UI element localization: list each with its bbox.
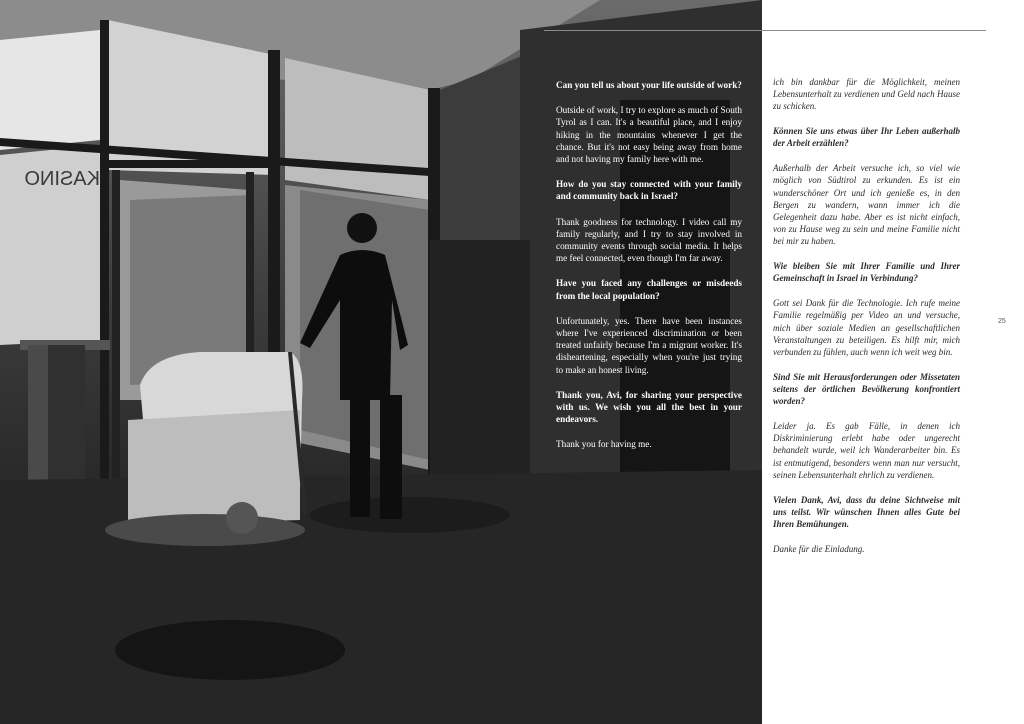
answer-text: ich bin dankbar für die Möglichkeit, meinen Lebensunterhalt zu verdienen und Geld nach Hause zu schicken.	[773, 77, 960, 112]
question-text: Thank you, Avi, for sharing your perspective with us. We wish you all the best in your endeavors.	[556, 389, 742, 425]
question-text: Können Sie uns etwas über Ihr Leben außerhalb der Arbeit erzählen?	[773, 126, 960, 149]
answer-text: Außerhalb der Arbeit versuche ich, so viel wie möglich von Südtirol zu erkunden. Es ist ein wunderschöner Ort und ich genieße es, in den Bergen zu wandern, wann immer ich die Gelegenheit dazu habe. Aber es ist nicht einfach, von zu Hause weg zu sein und meine Familie nicht bei mir zu haben.	[773, 163, 960, 247]
question-text: Sind Sie mit Herausforderungen oder Missetaten seitens der örtlichen Bevölkerung konfrontiert worden?	[773, 371, 960, 407]
question-text: Vielen Dank, Avi, dass du deine Sichtweise mit uns teilst. Wir wünschen Ihnen alles Gute bei Ihren Bemühungen.	[773, 494, 960, 530]
interview-column-english	[556, 79, 742, 464]
question-text: Wie bleiben Sie mit Ihrer Familie und Ihrer Gemeinschaft in Israel in Verbindung?	[773, 261, 960, 284]
top-rule	[544, 30, 986, 31]
answer-text: Thank goodness for technology. I video call my family regularly, and I try to stay involved in community events through social media. It helps me feel connected, even though I'm far away.	[556, 216, 742, 264]
interview-column-german	[773, 76, 960, 568]
answer-text: Unfortunately, yes. There have been instances where I've experienced discrimination or been treated unfairly because I'm a migrant worker. It's disheartening, especially when you're just trying to make an honest living.	[556, 315, 742, 375]
answer-text: Gott sei Dank für die Technologie. Ich rufe meine Familie regelmäßig per Video an und versuche, mich über soziale Medien an gesellschaftlichen Veranstaltungen zu beteiligen. Es hilft mir, mich verbunden zu fühlen, auch wenn ich weit weg bin.	[773, 298, 960, 358]
question-text: How do you stay connected with your family and community back in Israel?	[556, 179, 742, 202]
question-text: Can you tell us about your life outside of work?	[556, 80, 742, 90]
answer-text: Leider ja. Es gab Fälle, in denen ich Diskriminierung erlebt habe oder ungerecht behandelt wurde, weil ich Wanderarbeiter bin. Es ist entmutigend, besonders wenn man nur versucht, seinen Lebensunterhalt ehrlich zu verdienen.	[773, 421, 960, 480]
question-text: Have you faced any challenges or misdeeds from the local population?	[556, 278, 742, 301]
answer-text: Danke für die Einladung.	[773, 543, 865, 554]
answer-text: Outside of work, I try to explore as much of South Tyrol as I can. It's a beautiful place, and I enjoy hiking in the mountains whenever I get the chance. But it's not easy being away from home and not having my family here with me.	[556, 105, 742, 165]
kasino-sign-text: KASINO	[24, 168, 100, 190]
page-number: 25	[998, 318, 1006, 325]
answer-text: Thank you for having me.	[556, 439, 652, 450]
